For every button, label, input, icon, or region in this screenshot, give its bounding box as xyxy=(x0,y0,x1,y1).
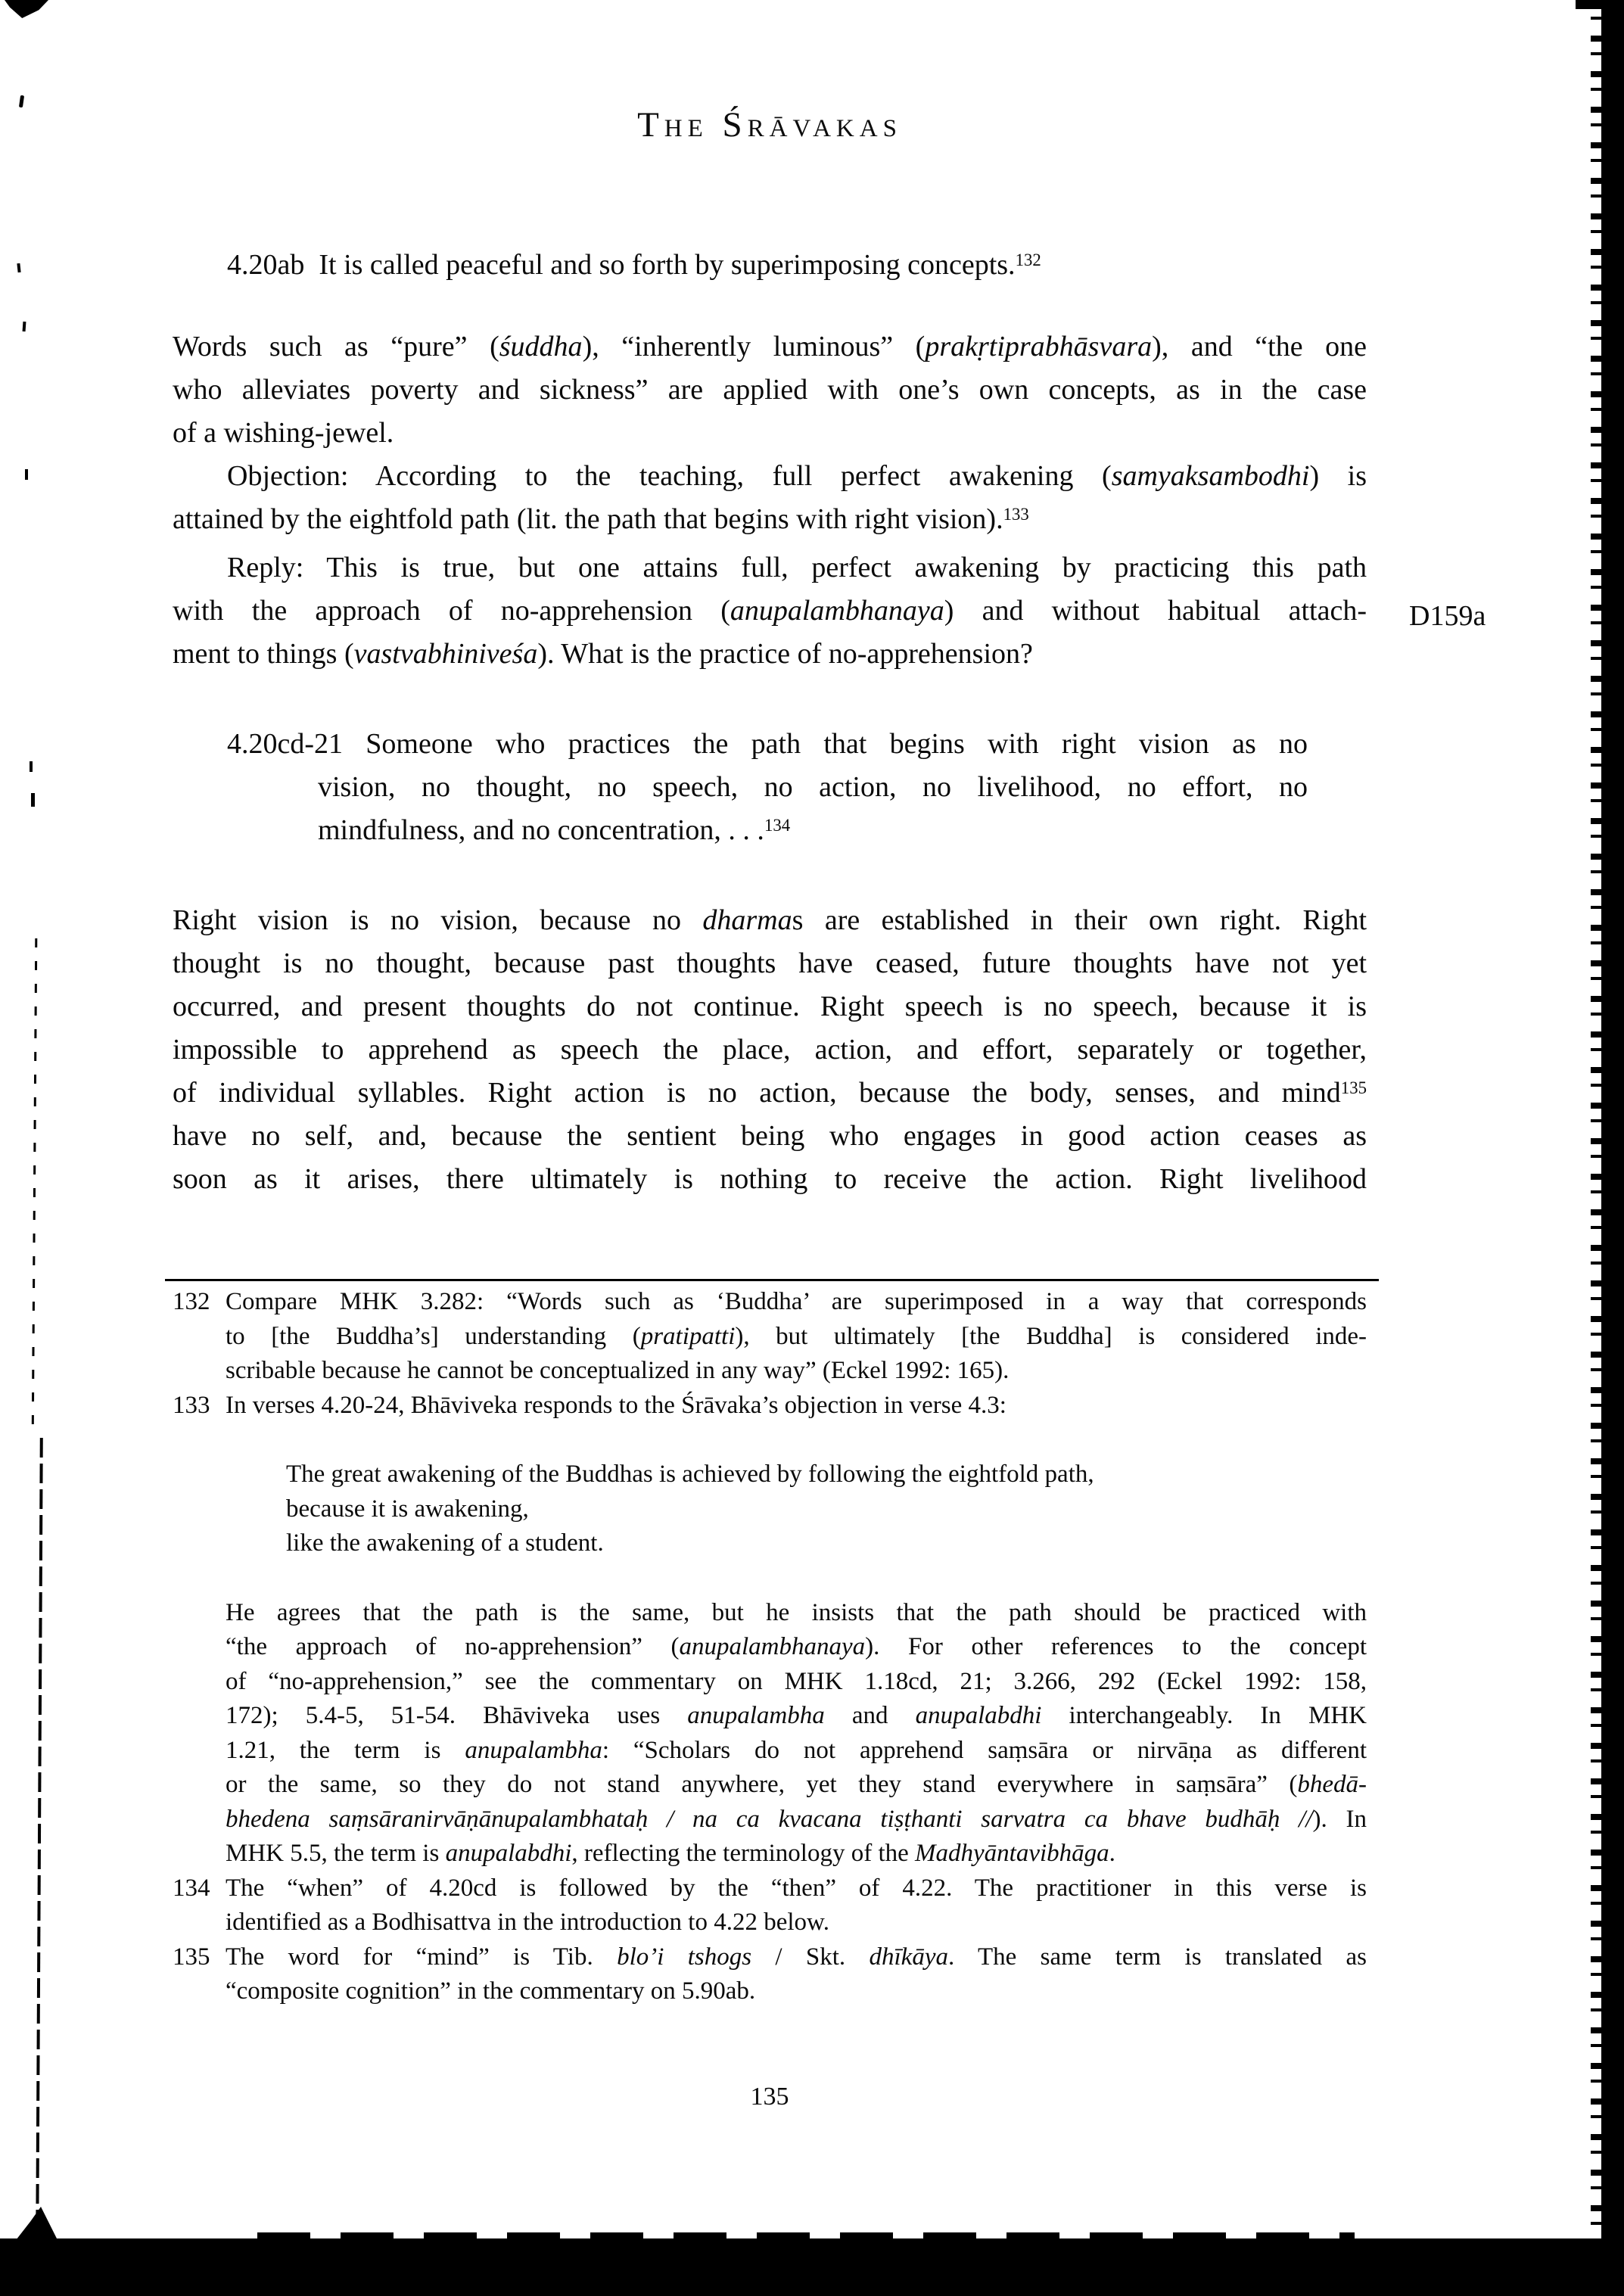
verse-line xyxy=(227,809,1308,852)
body-text-line xyxy=(173,1072,1367,1115)
footnote-line xyxy=(173,1871,1367,1906)
footnote-line xyxy=(173,1974,1367,2009)
body-text-line xyxy=(173,412,1367,455)
footnote-number: 133 xyxy=(173,1391,210,1419)
scan-artifact-speck xyxy=(30,761,33,772)
text-run: of a wishing-jewel. xyxy=(173,417,394,449)
body-text-line xyxy=(173,498,1367,541)
verse-line xyxy=(227,244,1367,287)
folio-margin-note: D159a xyxy=(1409,600,1486,632)
footnote-line xyxy=(173,1596,1367,1631)
text-run: who alleviates poverty and sickness” are applied with one’s own concepts, as in the case xyxy=(173,374,1367,406)
footnote-line xyxy=(173,1389,1367,1423)
paragraph-right-vision xyxy=(173,899,1367,1201)
text-run: : “Scholars do not apprehend saṃsāra or nirvāṇa as different xyxy=(602,1736,1367,1764)
text-run: mindfulness, and no concentration, . . . xyxy=(318,814,764,846)
text-run: thought is no thought, because past thoughts have ceased, future thoughts have not yet xyxy=(173,947,1367,979)
text-run: occurred, and present thoughts do not continue. Right speech is no speech, because it is xyxy=(173,991,1367,1022)
text-run: śuddha xyxy=(499,331,583,362)
text-run: Words such as “pure” ( xyxy=(173,331,499,362)
footnote-separator-rule xyxy=(165,1279,1379,1281)
text-run: Right vision is no vision, because no xyxy=(173,904,703,936)
text-run: ), but ultimately [the Buddha] is considered inde- xyxy=(735,1322,1367,1350)
footnote-line xyxy=(173,1526,1367,1561)
footnotes-block xyxy=(173,1285,1367,2009)
paragraph-words-such-as xyxy=(173,325,1367,455)
text-run: “the approach of no-apprehension” ( xyxy=(226,1633,680,1660)
text-run: . xyxy=(1109,1840,1115,1867)
scan-artifact-bottom-left-triangle xyxy=(14,2207,74,2243)
footnote-132 xyxy=(173,1285,1367,1389)
footnote-reference-superscript: 134 xyxy=(764,815,791,835)
text-run: anupalambha xyxy=(687,1702,825,1729)
scan-artifact-right-edge-noise xyxy=(1591,0,1601,2296)
body-text-line xyxy=(173,633,1367,676)
body-text-line xyxy=(173,1028,1367,1072)
footnote-line xyxy=(173,1699,1367,1734)
text-run: have no self, and, because the sentient being who engages in good action ceases as xyxy=(173,1120,1367,1152)
text-run: blo’i tshogs xyxy=(617,1943,752,1971)
text-run: Objection: According to the teaching, full perfect awakening ( xyxy=(227,460,1112,492)
footnote-line xyxy=(173,1492,1367,1527)
footnote-line xyxy=(173,1734,1367,1769)
footnote-number: 134 xyxy=(173,1874,210,1902)
footnote-135 xyxy=(173,1940,1367,2009)
text-run: anupalambhanaya xyxy=(730,595,944,627)
scan-artifact-right-black-band xyxy=(1601,0,1624,2296)
text-run: ). What is the practice of no-apprehension? xyxy=(537,638,1033,670)
text-run: samyaksambodhi xyxy=(1111,460,1310,492)
footnote-reference-superscript: 133 xyxy=(1003,504,1029,524)
running-head-title: The Śrāvakas xyxy=(637,105,902,145)
body-text-line xyxy=(173,1115,1367,1158)
footnote-line xyxy=(173,1665,1367,1700)
verse-4-20ab xyxy=(173,244,1367,287)
body-text-line xyxy=(173,942,1367,985)
verse-line xyxy=(227,723,1308,766)
body-text-line xyxy=(173,1158,1367,1201)
body-text-line xyxy=(173,369,1367,412)
footnote-133 xyxy=(173,1389,1367,1871)
verse-line xyxy=(227,766,1308,809)
footnote-line xyxy=(173,1803,1367,1837)
text-run: ) is xyxy=(1309,460,1367,492)
text-run: and xyxy=(824,1702,916,1729)
text-run: anupalambha xyxy=(465,1736,602,1764)
body-text-line xyxy=(173,546,1367,590)
scan-artifact-speck xyxy=(25,469,28,480)
text-run: anupalabdhi xyxy=(915,1702,1042,1729)
text-run: ment to things ( xyxy=(173,638,354,670)
text-run: anupalabdhi xyxy=(445,1840,572,1867)
text-run: Reply: This is true, but one attains full, perfect awakening by practicing this path xyxy=(227,552,1367,583)
text-run: 172); 5.4-5, 51-54. Bhāviveka uses xyxy=(226,1702,688,1729)
text-run: The “when” of 4.20cd is followed by the “then” of 4.22. The practitioner in this verse is xyxy=(226,1874,1367,1902)
text-run: impossible to apprehend as speech the place, action, and effort, separately or together, xyxy=(173,1034,1367,1066)
text-run: “composite cognition” in the commentary on 5.90ab. xyxy=(226,1977,756,2005)
scan-artifact-top-left-blob xyxy=(5,0,48,18)
footnote-line xyxy=(173,1837,1367,1871)
footnote-line xyxy=(173,1354,1367,1389)
text-run: MHK 5.5, the term is xyxy=(226,1840,446,1867)
text-run: vision, no thought, no speech, no action, no livelihood, no effort, no xyxy=(318,771,1308,803)
text-run: ), “inherently luminous” ( xyxy=(582,331,926,362)
text-run: bhedena saṃsāranirvāṇānupalambhataḥ / na ca kvacana tiṣṭhanti sarvatra ca bhave budhāḥ // xyxy=(226,1805,1313,1833)
body-text-line xyxy=(173,985,1367,1028)
text-run: The great awakening of the Buddhas is achieved by following the eightfold path, xyxy=(286,1461,1094,1488)
text-run: of “no-apprehension,” see the commentary on MHK 1.18cd, 21; 3.266, 292 (Eckel 1992: 158, xyxy=(226,1667,1367,1695)
scan-artifact-bottom-black-band xyxy=(0,2238,1624,2296)
scan-artifact-right-top-tip xyxy=(1576,0,1624,9)
text-run: 4.20ab It is called peaceful and so forth by superimposing concepts. xyxy=(227,249,1016,281)
footnote-134 xyxy=(173,1871,1367,1940)
text-run: anupalambhanaya xyxy=(679,1633,866,1660)
scan-artifact-speck xyxy=(31,793,35,807)
scan-artifact-left-gutter-dashes-lower xyxy=(36,1438,43,2242)
text-run: ) and without habitual attach- xyxy=(944,595,1367,627)
text-run: , reflecting the terminology of the xyxy=(571,1840,916,1867)
body-text-line xyxy=(173,590,1367,633)
footnote-number: 132 xyxy=(173,1288,210,1315)
body-text-line xyxy=(173,899,1367,942)
footnote-line xyxy=(173,1906,1367,1940)
text-run: The word for “mind” is Tib. xyxy=(226,1943,618,1971)
text-run: ). For other references to the concept xyxy=(865,1633,1367,1660)
text-run: to [the Buddha’s] understanding ( xyxy=(226,1322,641,1350)
text-run: because it is awakening, xyxy=(286,1495,529,1523)
footnote-reference-superscript: 132 xyxy=(1015,250,1041,269)
text-run: attained by the eightfold path (lit. the path that begins with right vision). xyxy=(173,503,1003,535)
text-run: of individual syllables. Right action is no action, because the body, senses, and mind xyxy=(173,1077,1341,1109)
text-run: interchangeably. In MHK xyxy=(1041,1702,1367,1729)
scan-artifact-speck xyxy=(23,322,26,331)
text-run: dharma xyxy=(702,904,792,936)
footnote-line xyxy=(173,1285,1367,1320)
footnote-reference-superscript: 135 xyxy=(1340,1078,1367,1097)
body-text-line xyxy=(173,325,1367,369)
footnote-line xyxy=(173,1940,1367,1975)
text-run: Compare MHK 3.282: “Words such as ‘Buddha’ are superimposed in a way that corresponds xyxy=(226,1288,1367,1315)
text-run: vastvabhiniveśa xyxy=(353,638,538,670)
scan-artifact-speck xyxy=(19,95,24,108)
paragraph-reply xyxy=(173,546,1367,676)
verse-4-20cd-21 xyxy=(227,723,1308,852)
text-run: with the approach of no-apprehension ( xyxy=(173,595,730,627)
footnote-number: 135 xyxy=(173,1943,210,1971)
text-run: Madhyāntavibhāga xyxy=(915,1840,1109,1867)
text-run: / Skt. xyxy=(751,1943,870,1971)
footnote-line xyxy=(173,1768,1367,1803)
text-run: pratipatti xyxy=(640,1322,736,1350)
scan-artifact-left-gutter-dashes xyxy=(32,938,38,1438)
text-run: or the same, so they do not stand anywhere, yet they stand everywhere in saṃsāra” ( xyxy=(226,1771,1298,1798)
text-run: s are established in their own right. Right xyxy=(792,904,1367,936)
text-run: He agrees that the path is the same, but he insists that the path should be practiced with xyxy=(226,1598,1367,1626)
page-number: 135 xyxy=(750,2083,789,2111)
text-run: . The same term is translated as xyxy=(947,1943,1367,1971)
text-run: identified as a Bodhisattva in the introduction to 4.22 below. xyxy=(226,1909,829,1936)
footnote-line xyxy=(173,1320,1367,1355)
text-run: ), and “the one xyxy=(1152,331,1367,362)
main-text-block xyxy=(173,244,1367,1201)
paragraph-objection xyxy=(173,455,1367,541)
text-run: prakṛtiprabhāsvara xyxy=(925,331,1153,362)
text-run: dhīkāya xyxy=(869,1943,948,1971)
text-run: bhedā- xyxy=(1297,1771,1367,1798)
text-run: scribable because he cannot be conceptualized in any way” (Eckel 1992: 165). xyxy=(226,1357,1010,1384)
text-run: In verses 4.20-24, Bhāviveka responds to the Śrāvaka’s objection in verse 4.3: xyxy=(226,1391,1006,1419)
text-run: soon as it arises, there ultimately is nothing to receive the action. Right livelihood xyxy=(173,1163,1367,1195)
text-run: 1.21, the term is xyxy=(226,1736,465,1764)
text-run: like the awakening of a student. xyxy=(286,1529,604,1557)
footnote-line xyxy=(173,1458,1367,1492)
scan-artifact-speck xyxy=(17,263,20,272)
text-run: 4.20cd-21 Someone who practices the path that begins with right vision as no xyxy=(227,728,1308,760)
text-run: ). In xyxy=(1312,1805,1367,1833)
footnote-line xyxy=(173,1630,1367,1665)
body-text-line xyxy=(173,455,1367,498)
